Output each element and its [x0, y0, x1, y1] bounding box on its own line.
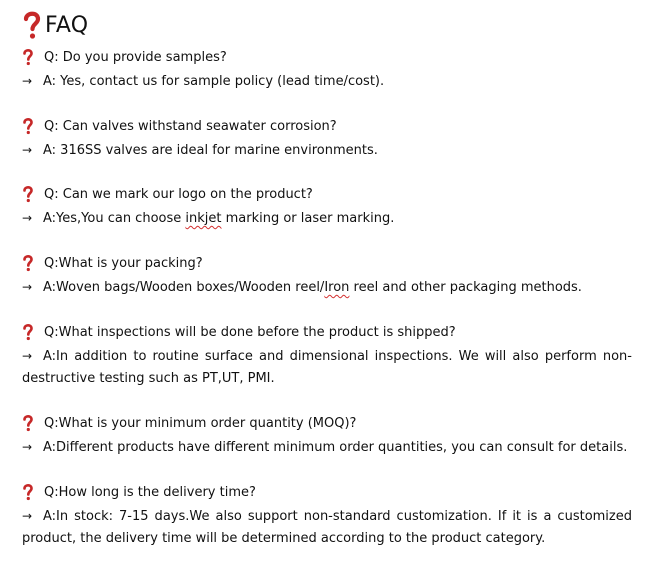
arrow-right-icon: → [22, 211, 33, 225]
faq-answer-text: reel and other packaging methods. [349, 280, 582, 295]
question-mark-icon [22, 254, 34, 272]
faq-question-row [22, 482, 632, 502]
faq-item [22, 184, 632, 230]
arrow-right-icon: → [22, 280, 33, 294]
faq-question: Q: Can valves withstand seawater corrosion? [44, 118, 337, 134]
question-mark-icon [22, 10, 42, 40]
page-title: FAQ [45, 12, 89, 38]
faq-question-row [22, 184, 632, 204]
faq-question-row [22, 116, 632, 136]
faq-question: Q: Do you provide samples? [44, 49, 227, 65]
question-mark-icon [22, 117, 34, 135]
faq-answer-text: marking or laser marking. [221, 211, 395, 226]
faq-question-row [22, 413, 632, 433]
faq-question-row [22, 322, 632, 342]
arrow-right-icon: → [22, 74, 33, 88]
faq-item [22, 322, 632, 390]
faq-question: Q:What inspections will be done before the product is shipped? [44, 324, 456, 340]
question-mark-icon [22, 48, 34, 66]
faq-answer-text: A:Yes,You can choose [43, 211, 186, 226]
faq-answer-text: A:In addition to routine surface and dimensional inspections. We will also perform non-destructive testing such as PT,UT, PMI. [22, 349, 632, 386]
faq-answer [22, 505, 632, 550]
faq-question: Q:What is your minimum order quantity (MOQ)? [44, 415, 357, 431]
faq-question: Q:How long is the delivery time? [44, 484, 256, 500]
faq-header [22, 8, 88, 42]
question-mark-icon [22, 185, 34, 203]
faq-question: Q:What is your packing? [44, 255, 203, 271]
faq-answer [22, 436, 632, 459]
faq-item [22, 253, 632, 299]
spellcheck-word: Iron [324, 280, 350, 295]
faq-answer-text: A:Different products have different minimum order quantities, you can consult for details. [43, 440, 628, 455]
question-mark-icon [22, 483, 34, 501]
faq-answer [22, 207, 632, 230]
faq-item [22, 116, 632, 162]
faq-item [22, 482, 632, 550]
faq-answer-text: A:In stock: 7-15 days.We also support non-standard customization. If it is a customized product, the delivery time will be determined according to the product category. [22, 509, 632, 546]
faq-item [22, 413, 632, 459]
faq-answer [22, 276, 632, 299]
faq-answer [22, 345, 632, 390]
question-mark-icon [22, 414, 34, 432]
faq-item [22, 47, 632, 93]
question-mark-icon [22, 323, 34, 341]
arrow-right-icon: → [22, 349, 33, 363]
arrow-right-icon: → [22, 440, 33, 454]
faq-answer-text: A: Yes, contact us for sample policy (lead time/cost). [43, 74, 385, 89]
faq-answer [22, 70, 632, 93]
spellcheck-word: inkjet [185, 211, 222, 226]
faq-answer-text: A: 316SS valves are ideal for marine environments. [43, 143, 378, 158]
faq-question-row [22, 253, 632, 273]
faq-question: Q: Can we mark our logo on the product? [44, 186, 313, 202]
faq-answer-text: A:Woven bags/Wooden boxes/Wooden reel/ [43, 280, 325, 295]
arrow-right-icon: → [22, 143, 33, 157]
faq-answer [22, 139, 632, 162]
arrow-right-icon: → [22, 509, 33, 523]
faq-question-row [22, 47, 632, 67]
